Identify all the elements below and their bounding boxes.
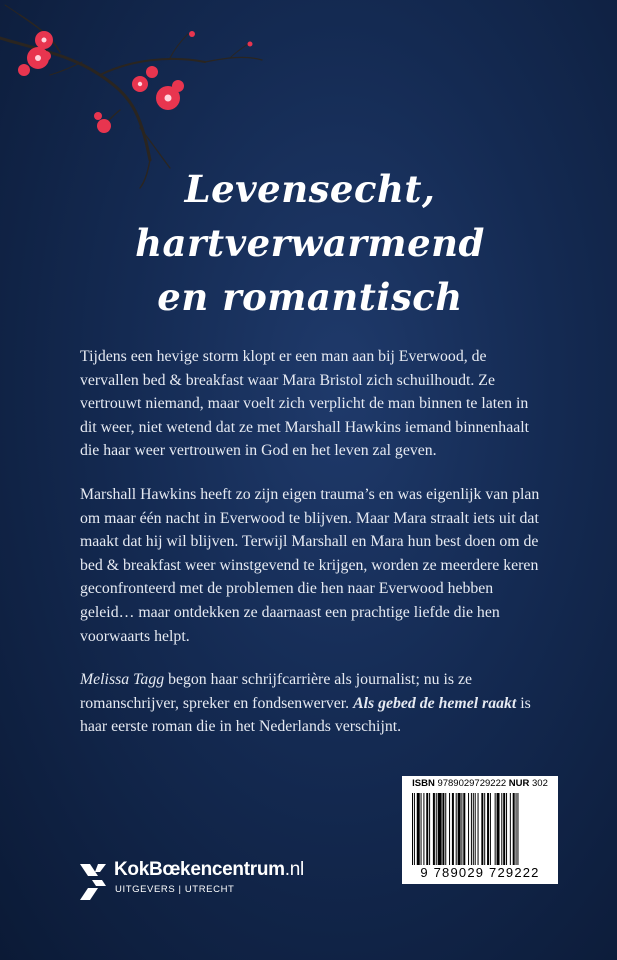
publisher-name-tld: .nl xyxy=(284,859,304,880)
isbn-label: ISBN xyxy=(412,778,435,789)
paragraph-synopsis-2: Marshall Hawkins heeft zo zijn eigen trauma’s en was eigenlijk van plan om maar één nacht in Everwood te blijven. Maar Mara straalt iets uit dat maakt dat hij wil blijven. Terwijl Marshall en Mara hun best doen om de bed & breakfast weer winstgevend te krijgen, worden ze meerdere keren geconfronteerd met de problemen die hen naar Everwood hebben geleid… maar ontdekken ze daarnaast een prachtige liefde die hen voorwaarts helpt. xyxy=(80,485,540,645)
publisher-name-main: KokBœkencentrum xyxy=(114,859,285,880)
barcode-digits: 9 789029 729222 xyxy=(420,865,540,880)
nur-label: NUR xyxy=(508,778,530,789)
isbn-number: 9789029729222 xyxy=(437,778,507,789)
nur-number: 302 xyxy=(532,778,548,789)
isbn-line xyxy=(402,778,558,789)
author-bio-part-1: begon haar schrijfcarrière als journalist; nu is ze romanschrijver, spreker en fondsenwerver. xyxy=(80,671,473,712)
publisher-name xyxy=(114,859,304,881)
barcode-icon xyxy=(412,793,550,865)
paragraph-author-bio xyxy=(80,668,540,739)
paragraph-synopsis-1: Tijdens een hevige storm klopt er een man aan bij Everwood, de vervallen bed & breakfast waar Mara Bristol zich schuilhoudt. Ze vertrouwt niemand, maar voelt zich verplicht de man binnen te laten in dit weer, niet wetend dat ze met Marshall Hawkins iemand binnenhaalt die haar weer vertrouwen in God en het leven zal geven. xyxy=(80,348,529,460)
tagline-line-3: en romantisch xyxy=(157,275,463,319)
author-bio-part-2: is haar eerste roman die in het Nederlands verschijnt. xyxy=(80,694,531,736)
publisher-mark-icon xyxy=(78,860,108,904)
publisher-logo xyxy=(78,858,358,908)
barcode-box xyxy=(402,776,558,884)
book-title: Als gebed de hemel raakt xyxy=(353,694,517,712)
tagline xyxy=(110,162,510,324)
publisher-subtitle: UITGEVERS | UTRECHT xyxy=(115,884,235,895)
tagline-line-1: Levensecht, xyxy=(184,167,436,211)
tagline-line-2: hartverwarmend xyxy=(135,221,485,265)
author-name: Melissa Tagg xyxy=(80,671,165,689)
back-cover-text xyxy=(80,345,540,759)
